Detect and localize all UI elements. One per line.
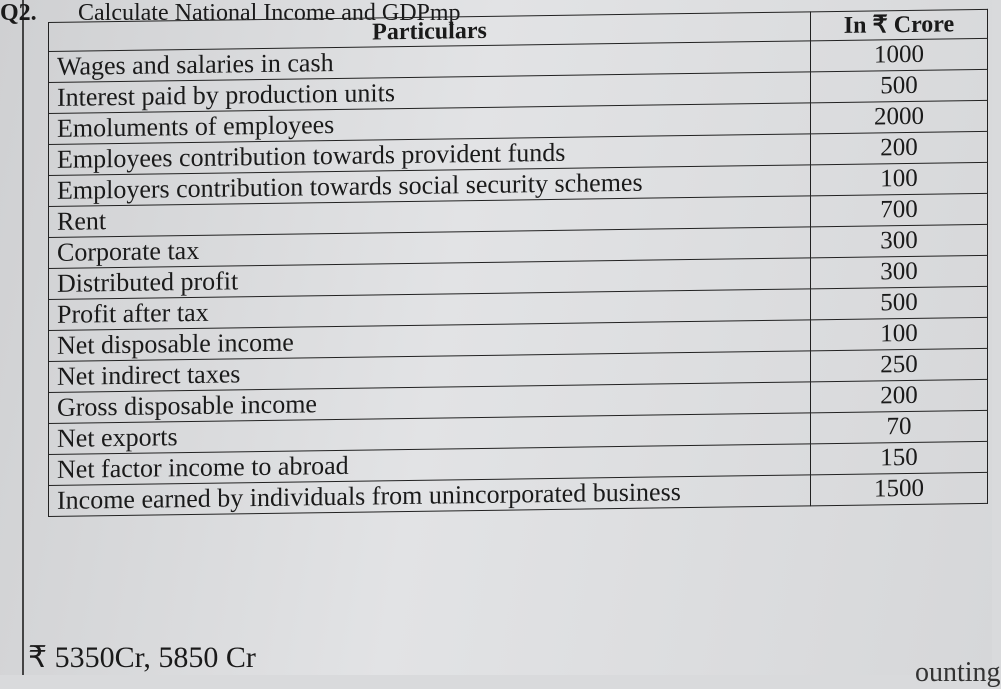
answer-text: ₹ 5350Cr, 5850 Cr (28, 641, 256, 674)
particular-cell: Wages and salaries in cash (49, 41, 811, 83)
cut-off-text: ounting (915, 657, 1001, 688)
amount-cell: 2000 (811, 100, 988, 133)
particular-cell: Net exports (49, 413, 811, 455)
amount-cell: 500 (811, 286, 988, 319)
particular-cell: Employers contribution towards social security schemes (49, 165, 811, 207)
amount-cell: 300 (811, 224, 988, 257)
header-particulars: Particulars (49, 12, 811, 52)
particular-cell: Distributed profit (49, 258, 811, 300)
particular-cell: Rent (49, 196, 811, 238)
amount-cell: 1500 (811, 472, 988, 505)
question-number: Q2. (0, 0, 37, 26)
particulars-table (48, 9, 988, 517)
header-amount: In ₹ Crore (811, 9, 988, 40)
margin-line (22, 0, 24, 675)
amount-cell: 70 (811, 410, 988, 443)
particular-cell: Income earned by individuals from unincorporated business (49, 475, 811, 517)
amount-cell: 700 (811, 193, 988, 226)
particular-cell: Net factor income to abroad (49, 444, 811, 486)
amount-cell: 1000 (811, 38, 988, 71)
question-title: Calculate National Income and GDPmp (78, 0, 461, 26)
amount-cell: 200 (811, 131, 988, 164)
particular-cell: Profit after tax (49, 289, 811, 331)
particular-cell: Net indirect taxes (49, 351, 811, 393)
amount-cell: 200 (811, 379, 988, 412)
particular-cell: Corporate tax (49, 227, 811, 269)
particular-cell: Gross disposable income (49, 382, 811, 424)
particular-cell: Net disposable income (49, 320, 811, 362)
amount-cell: 150 (811, 441, 988, 474)
particular-cell: Emoluments of employees (49, 103, 811, 145)
particular-cell: Interest paid by production units (49, 72, 811, 114)
amount-cell: 100 (811, 162, 988, 195)
amount-cell: 300 (811, 255, 988, 288)
particular-cell: Employees contribution towards provident funds (49, 134, 811, 176)
amount-cell: 500 (811, 69, 988, 102)
amount-cell: 100 (811, 317, 988, 350)
amount-cell: 250 (811, 348, 988, 381)
